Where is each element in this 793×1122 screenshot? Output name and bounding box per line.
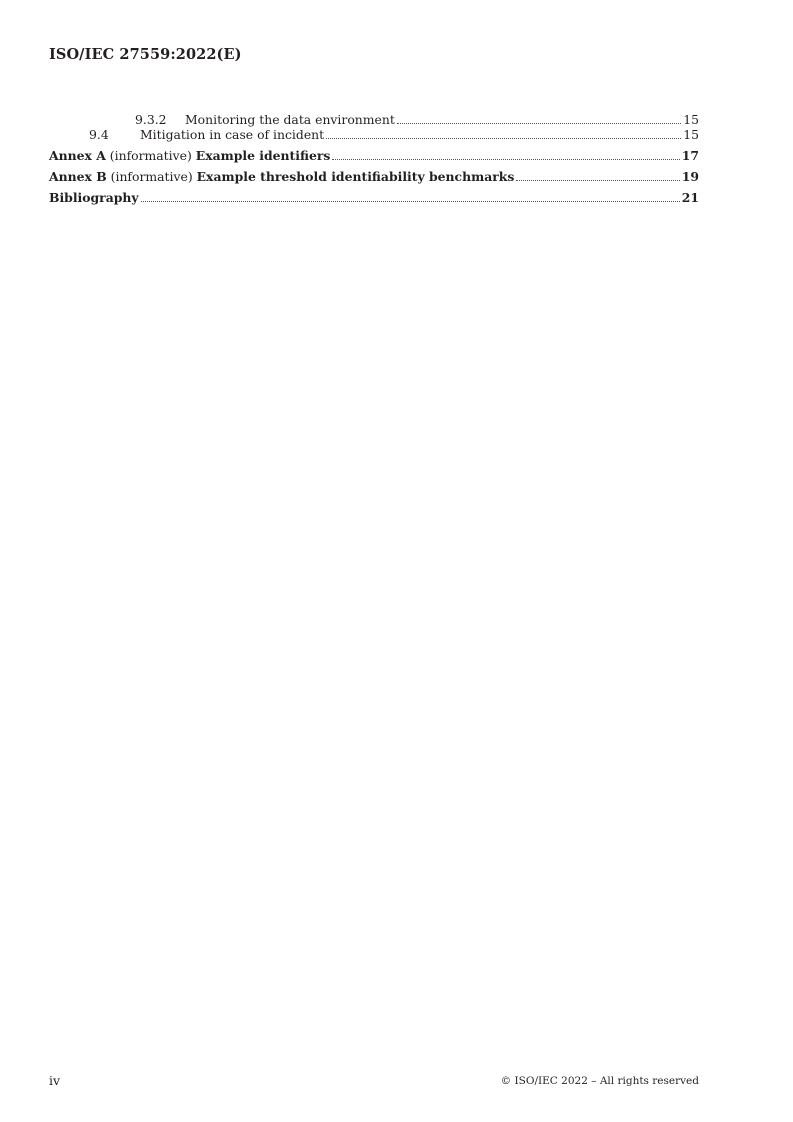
toc-entry-title: Example identifiers bbox=[195, 148, 331, 163]
dot-leader bbox=[141, 201, 680, 202]
toc-entry-qualifier: (informative) bbox=[110, 169, 193, 184]
toc-entry-9-3-2[interactable] bbox=[49, 112, 699, 127]
toc-entry-annex-a[interactable] bbox=[49, 148, 699, 163]
toc-entry-page: 21 bbox=[681, 190, 699, 205]
page-number: iv bbox=[49, 1073, 61, 1088]
toc-entry-title: Bibliography bbox=[49, 190, 139, 205]
toc-entry-page: 17 bbox=[681, 148, 699, 163]
toc-entry-9-4[interactable] bbox=[49, 127, 699, 142]
toc-entry-number: 9.4 bbox=[89, 127, 109, 142]
toc-entry-page: 15 bbox=[683, 112, 699, 127]
copyright-notice: © ISO/IEC 2022 – All rights reserved bbox=[500, 1075, 699, 1087]
toc-entry-page: 15 bbox=[683, 127, 699, 142]
toc-entry-page: 19 bbox=[681, 169, 699, 184]
toc-entry-annex-b[interactable] bbox=[49, 169, 699, 184]
toc-entry-number: 9.3.2 bbox=[135, 112, 167, 127]
toc-entry-bibliography[interactable] bbox=[49, 190, 699, 205]
table-of-contents bbox=[49, 112, 699, 205]
dot-leader bbox=[516, 180, 679, 181]
dot-leader bbox=[332, 159, 679, 160]
toc-entry-label: Annex A bbox=[49, 148, 106, 163]
dot-leader bbox=[397, 123, 681, 124]
dot-leader bbox=[326, 138, 681, 139]
toc-entry-label: Annex B bbox=[49, 169, 107, 184]
toc-entry-title: Example threshold identifiability benchmarks bbox=[196, 169, 515, 184]
document-identifier: ISO/IEC 27559:2022(E) bbox=[49, 46, 242, 63]
toc-entry-title: Mitigation in case of incident bbox=[140, 127, 325, 142]
toc-entry-qualifier: (informative) bbox=[109, 148, 192, 163]
toc-entry-title: Monitoring the data environment bbox=[185, 112, 395, 127]
